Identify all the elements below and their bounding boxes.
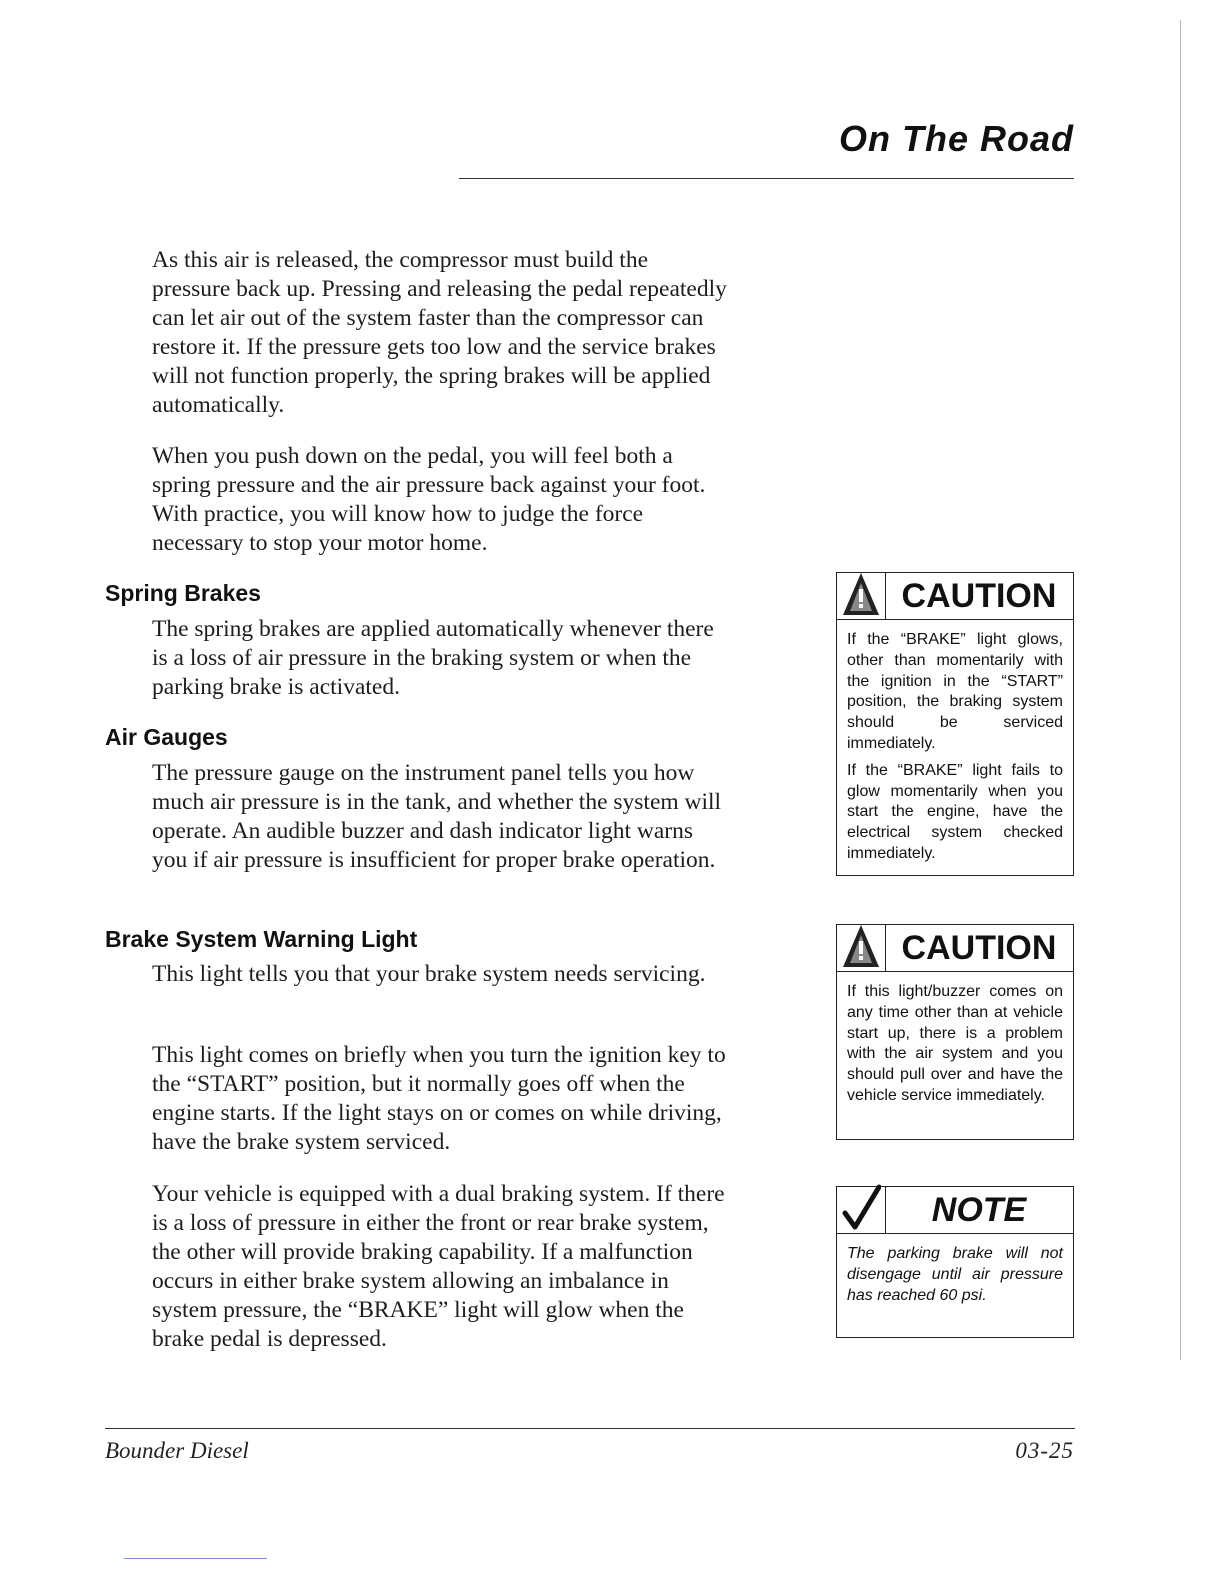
caution-box-2-title: CAUTION (901, 929, 1057, 967)
caution-box-1-text-2: If the “BRAKE” light fails to glow momentarily when you start the engine, have the electrical system checked immediately. (847, 761, 1063, 862)
air-gauges-heading: Air Gauges (105, 724, 228, 750)
page-header-title: On The Road (839, 118, 1074, 159)
intro-paragraph-1: As this air is released, the compressor must build the pressure back up. Pressing and releasing the pedal repeatedly can let air out of the system faster than the compressor can restore it. If the pressure gets too low and the service brakes will not function properly, the spring brakes will be applied automatically. (152, 247, 727, 418)
spring-brakes-body: The spring brakes are applied automatically whenever there is a loss of air pressure in the braking system or when the parking brake is activated. (152, 616, 714, 700)
note-box-title: NOTE (931, 1191, 1027, 1229)
note-box-text: The parking brake will not disengage until air pressure has reached 60 psi. (847, 1245, 1063, 1304)
caution-box-1 (836, 572, 1074, 876)
scan-edge-line (1180, 20, 1181, 1360)
caution-box-1-text-1: If the “BRAKE” light glows, other than momentarily with the ignition in the “START” position, the braking system should be serviced immediately. (847, 631, 1063, 752)
caution-box-1-header (837, 573, 1073, 620)
warning-light-heading: Brake System Warning Light (105, 926, 418, 952)
caution-box-1-body (837, 620, 1073, 875)
note-box-header (837, 1187, 1073, 1234)
warning-light-body-1: This light tells you that your brake system needs servicing. (152, 961, 706, 987)
caution-box-2 (836, 924, 1074, 1140)
caution-box-1-title: CAUTION (901, 577, 1057, 615)
warning-light-body-3: Your vehicle is equipped with a dual braking system. If there is a loss of pressure in either the front or rear brake system, the other will provide braking capability. If a malfunction occurs in either brake system allowing an imbalance in system pressure, the “BRAKE” light will glow when the brake pedal is depressed. (152, 1181, 725, 1352)
intro-paragraph-2: When you push down on the pedal, you will feel both a spring pressure and the air pressure back against your foot. With practice, you will know how to judge the force necessary to stop your motor home. (152, 443, 706, 556)
spring-brakes-heading: Spring Brakes (105, 580, 261, 606)
footer-rule (105, 1428, 1075, 1429)
bottom-edge-mark (124, 1558, 267, 1559)
caution-box-2-text: If this light/buzzer comes on any time other than at vehicle start up, there is a problem with the air system and you should pull over and have the vehicle service immediately. (847, 983, 1063, 1104)
warning-light-body-2: This light comes on briefly when you turn the ignition key to the “START” position, but it normally goes off when the engine starts. If the light stays on or comes on while driving, have the brake system serviced. (152, 1042, 726, 1155)
footer-page-number (1015, 1438, 1074, 1464)
warning-triangle-icon (841, 921, 881, 971)
warning-triangle-icon (841, 569, 881, 619)
caution-box-2-body (837, 972, 1073, 1117)
page-number-text: 03-25 (1015, 1438, 1074, 1463)
note-box (836, 1186, 1074, 1338)
footer-manual-title: Bounder Diesel (105, 1438, 249, 1463)
note-box-body (837, 1234, 1073, 1316)
header-rule (459, 178, 1074, 179)
checkmark-icon (841, 1183, 881, 1233)
air-gauges-body: The pressure gauge on the instrument panel tells you how much air pressure is in the tank, and whether the system will operate. An audible buzzer and dash indicator light warns you if air pressure is insufficient for proper brake operation. (152, 760, 722, 873)
caution-box-2-header (837, 925, 1073, 972)
